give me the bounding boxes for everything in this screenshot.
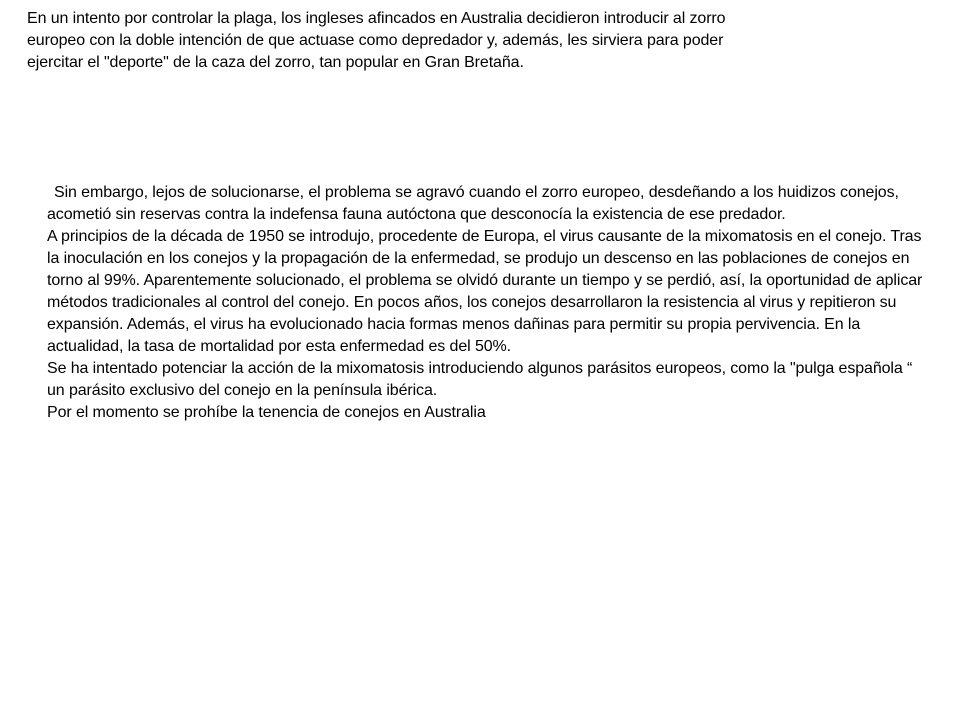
intro-paragraph-block — [27, 8, 727, 74]
myxomatosis-paragraph: A principios de la década de 1950 se introdujo, procedente de Europa, el virus causante de la mixomatosis en el conejo. Tras la inoculación en los conejos y la propagación de la enfermedad, se produjo un descenso en las poblaciones de conejos en torno al 99%. Aparentemente solucionado, el problema se olvidó durante un tiempo y se perdió, así, la oportunidad de aplicar métodos tradicionales al control del conejo. En pocos años, los conejos desarrollaron la resistencia al virus y repitieron su expansión. Además, el virus ha evolucionado hacia formas menos dañinas para permitir su propia pervivencia. En la actualidad, la tasa de mortalidad por esta enfermedad es del 50%. — [47, 228, 923, 355]
body-text-block — [47, 182, 927, 424]
prohibition-paragraph: Por el momento se prohíbe la tenencia de conejos en Australia — [47, 404, 486, 421]
intro-paragraph: En un intento por controlar la plaga, los ingleses afincados en Australia decidieron introducir al zorro europeo con la doble intención de que actuase como depredador y, además, les sirviera para poder ejercitar el "deporte" de la caza del zorro, tan popular en Gran Bretaña. — [27, 10, 726, 71]
fox-impact-paragraph: Sin embargo, lejos de solucionarse, el problema se agravó cuando el zorro europeo, desdeñando a los huidizos conejos, acometió sin reservas contra la indefensa fauna autóctona que desconocía la existencia de ese predador. — [47, 184, 899, 223]
parasites-paragraph: Se ha intentado potenciar la acción de la mixomatosis introduciendo algunos parásitos europeos, como la "pulga española “ un parásito exclusivo del conejo en la península ibérica. — [47, 360, 913, 399]
